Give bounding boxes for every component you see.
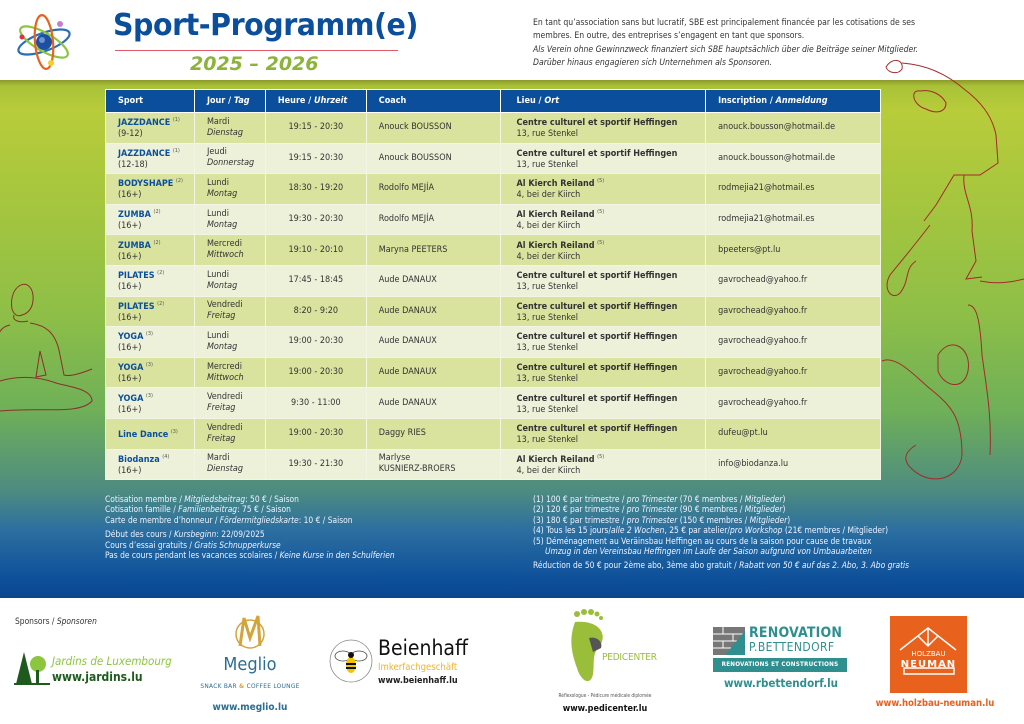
place-name: Centre culturel et sportif Heffingen [516, 424, 678, 435]
pedicenter-subtitle: Réflexologue - Pédicure médicale diplomée [558, 694, 652, 699]
day-de: Montag [206, 188, 238, 199]
jardins-url[interactable]: www.jardins.lu [52, 670, 143, 684]
place-name: Centre culturel et sportif Heffingen [516, 332, 678, 343]
cell-place [500, 357, 706, 388]
pedicenter-url[interactable]: www.pedicenter.lu [562, 704, 648, 714]
jardins-name: Jardins de Luxembourg [52, 654, 172, 668]
cell-day [194, 388, 265, 419]
info-line: Pas de cours pendant les vacances scolaires / Keine Kurse in den Schulferien [105, 550, 395, 561]
cell-email[interactable]: anouck.bousson@hotmail.de [706, 113, 881, 144]
meglio-name: Meglio [223, 654, 277, 675]
table-row [106, 388, 881, 419]
fees-and-info [105, 494, 395, 560]
sponsor-beienhaff[interactable] [328, 636, 478, 692]
cell-day [194, 296, 265, 327]
cell-coach: Aude DANAUX [366, 296, 500, 327]
info-line: Début des cours / Kursbeginn: 22/09/2025 [105, 529, 265, 540]
sport-name: Biodanza [118, 454, 160, 465]
foot-logo-icon [567, 608, 607, 688]
bee-logo-icon [328, 638, 374, 684]
cell-coach: Anouck BOUSSON [366, 113, 500, 144]
fee-line: Cotisation famille / Familienbeitrag: 75 € / Saison [105, 504, 291, 515]
cell-coach: Rodolfo MEJÍA [366, 204, 500, 235]
meglio-url[interactable]: www.meglio.lu [212, 702, 288, 713]
day-fr: Mercredi [206, 361, 242, 372]
cell-sport [106, 327, 195, 358]
col-header-day: Jour / Tag [194, 90, 265, 113]
sport-footnote-ref: (2) [175, 178, 183, 185]
col-header-coach: Coach [366, 90, 500, 113]
day-de: Freitag [206, 403, 236, 414]
sponsor-holzbau-neuman[interactable] [860, 614, 1010, 722]
cell-time: 17:45 - 18:45 [265, 265, 366, 296]
place-footnote-ref: (5) [597, 239, 605, 246]
cell-place [500, 174, 706, 205]
col-header-time: Heure / Uhrzeit [265, 90, 366, 113]
sport-footnote-ref: (1) [172, 117, 180, 124]
pedicenter-name: PEDICENTER [602, 652, 657, 663]
cell-coach: Aude DANAUX [366, 357, 500, 388]
sport-name: ZUMBA [118, 210, 151, 221]
cell-email[interactable]: dufeu@pt.lu [706, 418, 881, 449]
day-fr: Mercredi [206, 239, 242, 250]
footnote-line: (1) 100 € par trimestre / pro Trimester (70 € membres / Mitglieder) [533, 494, 786, 504]
age-group: (16+) [118, 404, 142, 415]
sport-footnote-ref: (2) [157, 270, 165, 277]
day-de: Montag [206, 280, 238, 291]
cell-time: 9:30 - 11:00 [265, 388, 366, 419]
sport-name: YOGA [118, 332, 144, 343]
day-fr: Vendredi [206, 422, 243, 433]
place-name: Al Kierch Reiland [516, 179, 595, 190]
footnote-5-fr: (5) Déménagement au Veräinsbau Heffingen au cours de la saison pour cause de travaux [533, 535, 872, 546]
place-name: Centre culturel et sportif Heffingen [516, 393, 678, 404]
cell-time: 19:00 - 20:30 [265, 327, 366, 358]
table-row [106, 296, 881, 327]
day-de: Mittwoch [206, 372, 244, 383]
table-row [106, 113, 881, 144]
holzbau-url[interactable]: www.holzbau-neuman.lu [875, 698, 995, 709]
day-de: Dienstag [206, 464, 244, 475]
cell-email[interactable]: info@biodanza.lu [706, 449, 881, 480]
sport-name: YOGA [118, 393, 144, 404]
day-fr: Mardi [206, 453, 230, 464]
title-divider [115, 50, 398, 51]
place-footnote-ref: (5) [597, 178, 605, 185]
sport-name: ZUMBA [118, 240, 151, 251]
cell-time: 19:30 - 21:30 [265, 449, 366, 480]
place-name: Centre culturel et sportif Heffingen [516, 118, 678, 129]
footnote-line: (2) 120 € par trimestre / pro Trimester (90 € membres / Mitglieder) [533, 504, 786, 515]
place-address: 13, rue Stenkel [516, 404, 579, 415]
cell-sport [106, 235, 195, 266]
holzbau-name-text: NEUMAN [900, 659, 957, 670]
sport-footnote-ref: (1) [172, 147, 180, 154]
intro-de: Als Verein ohne Gewinnzweck finanziert sich SBE hauptsächlich über die Beiträge seiner Mitglieder. Darüber hinaus engagieren sich Unternehmen als Sponsoren. [533, 45, 919, 68]
day-fr: Lundi [206, 330, 229, 341]
place-name: Centre culturel et sportif Heffingen [516, 363, 678, 374]
cell-place [500, 113, 706, 144]
age-group: (16+) [118, 374, 142, 385]
place-address: 13, rue Stenkel [516, 343, 579, 354]
cell-coach: Rodolfo MEJÍA [366, 174, 500, 205]
age-group: (16+) [118, 221, 142, 232]
place-address: 4, bei der Kiirch [516, 251, 581, 262]
place-name: Al Kierch Reiland [516, 454, 595, 465]
sport-name: JAZZDANCE [118, 148, 171, 159]
cell-email[interactable]: gavrochead@yahoo.fr [706, 327, 881, 358]
place-address: 13, rue Stenkel [516, 159, 579, 170]
sbe-atom-logo-icon [14, 10, 74, 70]
sponsor-pedicenter[interactable] [545, 608, 665, 718]
place-name: Al Kierch Reiland [516, 240, 595, 251]
cell-day [194, 449, 265, 480]
day-de: Donnerstag [206, 158, 255, 169]
fee-line: Carte de membre d’honneur / Fördermitgliedskarte: 10 € / Saison [105, 514, 353, 525]
col-header-place: Lieu / Ort [500, 90, 706, 113]
cell-sport [106, 388, 195, 419]
sport-footnote-ref: (3) [145, 392, 153, 399]
cell-day [194, 143, 265, 174]
cell-sport [106, 265, 195, 296]
age-group: (12-18) [118, 159, 148, 170]
holzbau-logo [890, 616, 967, 693]
cell-day [194, 174, 265, 205]
sport-footnote-ref: (2) [153, 209, 161, 216]
renovation-name: RENOVATION [749, 625, 843, 641]
place-address: 4, bei der Kiirch [516, 465, 581, 476]
day-fr: Lundi [206, 177, 229, 188]
cell-place [500, 388, 706, 419]
day-de: Freitag [206, 433, 236, 444]
cell-time: 19:15 - 20:30 [265, 143, 366, 174]
cell-day [194, 357, 265, 388]
place-address: 4, bei der Kiirch [516, 221, 581, 232]
table-row [106, 235, 881, 266]
sponsor-meglio[interactable] [190, 612, 310, 722]
cell-time: 19:15 - 20:30 [265, 113, 366, 144]
place-address: 13, rue Stenkel [516, 312, 579, 323]
place-address: 13, rue Stenkel [516, 435, 579, 446]
table-row [106, 357, 881, 388]
cell-coach: Marlyse KUSNIERZ-BROERS [366, 449, 500, 480]
cell-sport [106, 113, 195, 144]
age-group: (16+) [118, 465, 142, 476]
cell-sport [106, 296, 195, 327]
cell-place [500, 235, 706, 266]
table-row [106, 418, 881, 449]
cell-time: 18:30 - 19:20 [265, 174, 366, 205]
cell-email[interactable]: bpeeters@pt.lu [706, 235, 881, 266]
cell-email[interactable]: gavrochead@yahoo.fr [706, 357, 881, 388]
table-row [106, 174, 881, 205]
table-row [106, 449, 881, 480]
info-line: Cours d’essai gratuits / Gratis Schnupperkurse [105, 539, 281, 550]
cell-coach: Daggy RIES [366, 418, 500, 449]
day-fr: Vendredi [206, 300, 243, 311]
place-footnote-ref: (5) [597, 453, 605, 460]
sport-footnote-ref: (4) [162, 453, 170, 460]
cell-place [500, 327, 706, 358]
renovation-url[interactable]: www.rbettendorf.lu [723, 676, 838, 690]
cell-coach: Maryna PEETERS [366, 235, 500, 266]
sport-name: PILATES [118, 271, 155, 282]
age-group: (16+) [118, 190, 142, 201]
day-de: Dienstag [206, 127, 244, 138]
cell-email[interactable]: rodmejia21@hotmail.es [706, 204, 881, 235]
cell-day [194, 327, 265, 358]
cell-sport [106, 449, 195, 480]
sport-footnote-ref: (2) [157, 300, 165, 307]
beienhaff-subtitle: Imkerfachgeschäft [378, 662, 458, 673]
place-address: 13, rue Stenkel [516, 282, 579, 293]
table-row [106, 265, 881, 296]
cell-time: 19:10 - 20:10 [265, 235, 366, 266]
cell-sport [106, 204, 195, 235]
cell-coach: Aude DANAUX [366, 327, 500, 358]
sport-name: Line Dance [118, 429, 169, 440]
cell-day [194, 418, 265, 449]
brick-wall-logo-icon [713, 627, 745, 655]
intro-text [533, 17, 933, 69]
place-footnote-ref: (5) [597, 209, 605, 216]
cell-day [194, 265, 265, 296]
cell-day [194, 204, 265, 235]
age-group: (16+) [118, 251, 142, 262]
place-address: 13, rue Stenkel [516, 374, 579, 385]
footnote-line: (4) Tous les 15 jours/alle 2 Wochen, 25 € par atelier/pro Workshop (21€ membres / Mitglieder) [533, 525, 889, 536]
age-group: (16+) [118, 282, 142, 293]
cell-place [500, 204, 706, 235]
page-title: Sport-Programm(e) [113, 8, 418, 43]
sponsor-renovation[interactable] [711, 625, 851, 693]
place-name: Centre culturel et sportif Heffingen [516, 301, 678, 312]
table-row [106, 204, 881, 235]
footnote-5-de: Umzug in den Vereinsbau Heffingen im Laufe der Saison aufgrund von Umbauarbeiten [545, 546, 872, 557]
meglio-tagline: SNACK BAR & COFFEE LOUNGE [200, 682, 300, 690]
sport-footnote-ref: (3) [170, 428, 178, 435]
cell-place [500, 265, 706, 296]
cell-email[interactable]: gavrochead@yahoo.fr [706, 296, 881, 327]
cell-place [500, 296, 706, 327]
cell-email[interactable]: rodmejia21@hotmail.es [706, 174, 881, 205]
fee-line: Cotisation membre / Mitgliedsbeitrag: 50 € / Saison [105, 494, 299, 504]
holzbau-top-text: HOLZBAU [911, 650, 946, 658]
table-header-row [106, 90, 881, 113]
day-de: Montag [206, 341, 238, 352]
sport-footnote-ref: (3) [145, 362, 153, 369]
header [0, 0, 1024, 80]
renovation-owner: P.BETTENDORF [749, 640, 835, 654]
footnotes [533, 494, 909, 571]
cell-email[interactable]: gavrochead@yahoo.fr [706, 388, 881, 419]
cell-time: 19:00 - 20:30 [265, 357, 366, 388]
day-fr: Vendredi [206, 392, 243, 403]
day-de: Freitag [206, 311, 236, 322]
cell-sport [106, 357, 195, 388]
renovation-tagline: RENOVATIONS ET CONSTRUCTIONS [713, 658, 847, 672]
age-group: (9-12) [118, 129, 143, 140]
place-address: 13, rue Stenkel [516, 129, 579, 140]
season-years: 2025 – 2026 [190, 53, 319, 75]
sport-name: PILATES [118, 301, 155, 312]
cell-coach: Aude DANAUX [366, 388, 500, 419]
day-fr: Lundi [206, 269, 229, 280]
cell-time: 19:30 - 20:30 [265, 204, 366, 235]
place-name: Centre culturel et sportif Heffingen [516, 148, 678, 159]
sponsor-jardins[interactable] [14, 650, 184, 686]
day-fr: Mardi [206, 116, 230, 127]
day-fr: Jeudi [206, 147, 227, 158]
cell-email[interactable]: gavrochead@yahoo.fr [706, 265, 881, 296]
table-row [106, 143, 881, 174]
schedule-table [105, 89, 881, 480]
place-name: Al Kierch Reiland [516, 210, 595, 221]
sport-name: JAZZDANCE [118, 118, 171, 129]
sport-name: YOGA [118, 363, 144, 374]
cell-place [500, 143, 706, 174]
beienhaff-url[interactable]: www.beienhaff.lu [378, 676, 458, 686]
age-group: (16+) [118, 312, 142, 323]
beienhaff-name: Beienhaff [378, 636, 469, 660]
cell-sport [106, 174, 195, 205]
roof-truss-logo-icon [890, 616, 967, 693]
sponsors-label: Sponsors / Sponsoren [15, 616, 97, 626]
cell-coach: Anouck BOUSSON [366, 143, 500, 174]
day-de: Mittwoch [206, 250, 244, 261]
day-fr: Lundi [206, 208, 229, 219]
meglio-m-logo-icon [232, 612, 268, 652]
sport-name: BODYSHAPE [118, 179, 174, 190]
discount-note: Réduction de 50 € pour 2ème abo, 3ème abo gratuit / Rabatt von 50 € auf das 2. Abo, 3. Abo gratis [533, 560, 910, 571]
intro-fr: En tant qu’association sans but lucratif, SBE est principalement financée par les cotisations de ses membres. En outre, des entreprises s’engagent en tant que sponsors. [533, 18, 916, 41]
cell-time: 19:00 - 20:30 [265, 418, 366, 449]
table-row [106, 327, 881, 358]
place-name: Centre culturel et sportif Heffingen [516, 271, 678, 282]
cell-sport [106, 143, 195, 174]
sport-footnote-ref: (3) [145, 331, 153, 338]
day-de: Montag [206, 219, 238, 230]
tree-logo-icon [14, 650, 50, 686]
cell-place [500, 418, 706, 449]
place-address: 4, bei der Kiirch [516, 190, 581, 201]
cell-day [194, 235, 265, 266]
cell-day [194, 113, 265, 144]
cell-place [500, 449, 706, 480]
cell-coach: Aude DANAUX [366, 265, 500, 296]
cell-time: 8:20 - 9:20 [265, 296, 366, 327]
col-header-sport: Sport [106, 90, 195, 113]
footnote-line: (3) 180 € par trimestre / pro Trimester (150 € membres / Mitglieder) [533, 514, 791, 525]
col-header-signup: Inscription / Anmeldung [706, 90, 881, 113]
cell-sport [106, 418, 195, 449]
sport-footnote-ref: (2) [153, 239, 161, 246]
age-group: (16+) [118, 343, 142, 354]
cell-email[interactable]: anouck.bousson@hotmail.de [706, 143, 881, 174]
